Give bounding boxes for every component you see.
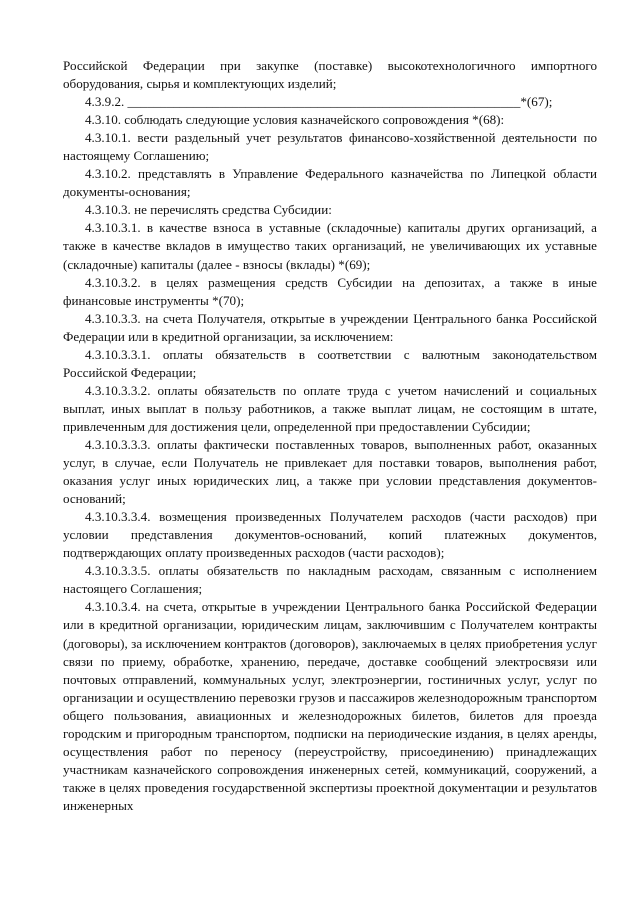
paragraph: 4.3.10.3. не перечислять средства Субсидии: [85,202,332,218]
paragraph: 4.3.9.2. ____________________________________________________________*(67); [85,94,553,110]
paragraph: 4.3.10.3.4. на счета, открытые в учреждении Центрального банка Российской Федерации или в кредитной организации, юридическим лицам, заключившим с Получателем контракты (договоры), за исключением контрактов (договоров), заключаемых в целях приобретения услуг связи по приему, обработке, хранению, передаче, доставке сообщений электросвязи или почтовых отправлений, коммунальных услуг, электроэнергии, гостиничных услуг, услуг по организации и осуществлению перевозки грузов и пассажиров железнодорожным транспортом общего пользования, авиационных и железнодорожных билетов, билетов для проезда городским и пригородным транспортом, подписки на периодические издания, в целях аренды, осуществления работ по переносу (переустройству, присоединению) принадлежащих участникам казначейского сопровождения инженерных сетей, коммуникаций, сооружений, а также в целях проведения государственной экспертизы проектной документации и результатов инженерных [63,599,597,813]
paragraph: 4.3.10.3.3.5. оплаты обязательств по накладным расходам, связанным с исполнением настоящего Соглашения; [63,563,597,597]
paragraph: 4.3.10.3.3.4. возмещения произведенных Получателем расходов (части расходов) при условии представления документов-оснований, копий платежных документов, подтверждающих оплату произведенных расходов (части расходов); [63,509,597,561]
paragraph: 4.3.10.3.3.3. оплаты фактически поставленных товаров, выполненных работ, оказанных услуг, в случае, если Получатель не привлекает для поставки товаров, выполнения работ, оказания услуг иных юридических лиц, а также при условии представления документов-оснований; [63,436,597,507]
paragraph: 4.3.10.3.2. в целях размещения средств Субсидии на депозитах, а также в иные финансовые инструменты *(70); [63,274,597,308]
paragraph: 4.3.10.3.3.1. оплаты обязательств в соответствии с валютным законодательством Российской Федерации; [63,346,597,380]
paragraph: 4.3.10.3.3. на счета Получателя, открытые в учреждении Центрального банка Российской Федерации или в кредитной организации, за исключением: [63,310,597,344]
paragraph: Российской Федерации при закупке (поставке) высокотехнологичного импортного оборудования, сырья и комплектующих изделий; [63,58,597,92]
paragraph: 4.3.10.2. представлять в Управление Федерального казначейства по Липецкой области документы-основания; [63,166,597,200]
paragraph: 4.3.10.3.1. в качестве взноса в уставные (складочные) капиталы других организаций, а также в качестве вкладов в имущество таких организаций, не увеличивающих их уставные (складочные) капиталы (далее - взносы (вклады) *(69); [63,220,597,272]
document-text [63,57,597,815]
paragraph: 4.3.10.3.3.2. оплаты обязательств по оплате труда с учетом начислений и социальных выплат, иных выплат в пользу работников, а также выплат лицам, не состоящим в штате, привлеченным для достижения цели, определенной при предоставлении Субсидии; [63,382,597,434]
paragraph: 4.3.10. соблюдать следующие условия казначейского сопровождения *(68): [85,112,505,128]
paragraph: 4.3.10.1. вести раздельный учет результатов финансово-хозяйственной деятельности по настоящему Соглашению; [63,130,597,164]
